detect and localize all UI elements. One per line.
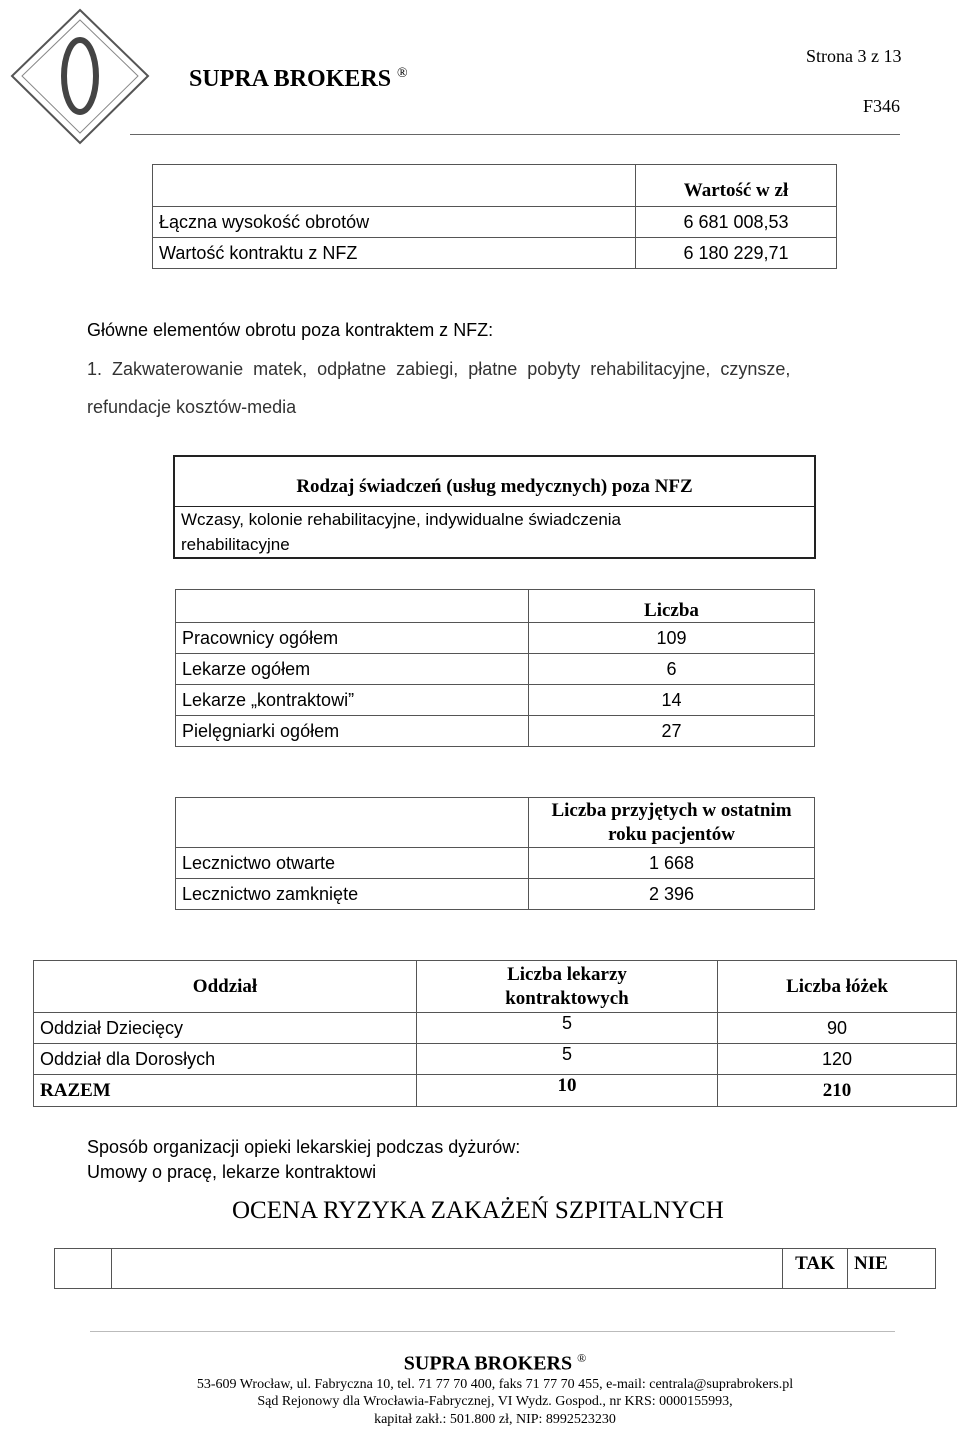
column-header: Oddział: [34, 961, 417, 1013]
row-label: Lecznictwo otwarte: [176, 848, 529, 879]
column-header: Wartość w zł: [636, 165, 837, 207]
footer-brand: [0, 1351, 960, 1376]
row-value: 5: [417, 1013, 718, 1044]
turnover-table: [152, 164, 837, 269]
header-brand: [189, 66, 408, 93]
elements-heading: Główne elementów obrotu poza kontraktem z NFZ:: [87, 320, 494, 340]
table-row: [153, 165, 837, 207]
table-row: [176, 590, 815, 623]
table-row: [176, 879, 815, 910]
row-label: Łączna wysokość obrotów: [153, 207, 636, 238]
row-value: 120: [718, 1044, 957, 1075]
staff-table: [175, 589, 815, 747]
row-value: 6 681 008,53: [636, 207, 837, 238]
column-header: Liczba: [529, 590, 815, 623]
admissions-table: [175, 797, 815, 910]
risk-title: OCENA RYZYKA ZAKAŻEŃ SZPITALNYCH: [232, 1197, 724, 1224]
table-row: [176, 848, 815, 879]
table-row: [153, 207, 837, 238]
table-row: [176, 798, 815, 848]
row-label: Pracownicy ogółem: [176, 623, 529, 654]
column-header: Liczba łóżek: [718, 961, 957, 1013]
services-content: Wczasy, kolonie rehabilitacyjne, indywidualne świadczenia rehabilitacyjne: [174, 506, 815, 558]
organization-content: Umowy o pracę, lekarze kontraktowi: [87, 1162, 377, 1182]
organization-heading: Sposób organizacji opieki lekarskiej podczas dyżurów:: [87, 1137, 521, 1157]
table-cell: [55, 1249, 112, 1289]
row-label: Lekarze „kontraktowi”: [176, 685, 529, 716]
departments-table: [33, 960, 957, 1107]
table-row: [34, 1013, 957, 1044]
footer-divider: [90, 1331, 895, 1332]
table-row: [176, 623, 815, 654]
table-row: [34, 1044, 957, 1075]
row-label: Lekarze ogółem: [176, 654, 529, 685]
header-divider: [130, 134, 900, 135]
header-registered-mark: ®: [397, 66, 408, 81]
row-value: 90: [718, 1013, 957, 1044]
total-value: 210: [718, 1075, 957, 1107]
footer-address: 53-609 Wrocław, ul. Fabryczna 10, tel. 71 77 70 400, faks 71 77 70 455, e-mail: centrala@suprabrokers.pl: [196, 1377, 794, 1392]
tak-header: TAK: [783, 1249, 848, 1289]
elements-item-line2: refundacje kosztów-media: [87, 397, 297, 417]
row-label: Lecznictwo zamknięte: [176, 879, 529, 910]
services-table: [173, 455, 816, 559]
table-row: [176, 654, 815, 685]
table-row: [153, 238, 837, 269]
table-row: [55, 1249, 936, 1289]
page-number: Strona 3 z 13: [806, 46, 902, 66]
row-value: 6: [529, 654, 815, 685]
table-row: [174, 456, 815, 506]
row-label: Pielęgniarki ogółem: [176, 716, 529, 747]
nie-header: NIE: [848, 1249, 936, 1289]
header-brand-text: SUPRA BROKERS: [189, 66, 392, 92]
row-value: 27: [529, 716, 815, 747]
total-value: 10: [417, 1075, 718, 1107]
row-value: 2 396: [529, 879, 815, 910]
table-row: [176, 716, 815, 747]
row-label: Oddział dla Dorosłych: [34, 1044, 417, 1075]
footer-registered-mark: ®: [577, 1351, 587, 1365]
table-row: [174, 506, 815, 558]
row-label: Oddział Dziecięcy: [34, 1013, 417, 1044]
row-label: Wartość kontraktu z NFZ: [153, 238, 636, 269]
table-row: [176, 685, 815, 716]
row-value: 109: [529, 623, 815, 654]
row-value: 14: [529, 685, 815, 716]
table-cell: [153, 165, 636, 207]
table-row: [34, 961, 957, 1013]
row-value: 1 668: [529, 848, 815, 879]
table-cell: [176, 590, 529, 623]
footer-brand-text: SUPRA BROKERS: [403, 1352, 573, 1375]
elements-item-line1: 1. Zakwaterowanie matek, odpłatne zabiegi, płatne pobyty rehabilitacyjne, czynsze,: [87, 359, 791, 379]
services-header: Rodzaj świadczeń (usług medycznych) poza NFZ: [174, 456, 815, 506]
table-row: [34, 1075, 957, 1107]
column-header: Liczba lekarzy kontraktowych: [417, 961, 718, 1013]
footer-capital: kapitał zakł.: 501.800 zł, NIP: 8992523230: [374, 1412, 616, 1427]
document-code: F346: [863, 96, 901, 116]
footer-court: Sąd Rejonowy dla Wrocławia-Fabrycznej, VI Wydz. Gospod., nr KRS: 0000155993,: [257, 1394, 733, 1409]
total-label: RAZEM: [34, 1075, 417, 1107]
company-logo: [0, 0, 170, 150]
risk-table: [54, 1248, 936, 1289]
row-value: 5: [417, 1044, 718, 1075]
table-cell: [176, 798, 529, 848]
table-cell: [112, 1249, 783, 1289]
row-value: 6 180 229,71: [636, 238, 837, 269]
column-header: Liczba przyjętych w ostatnim roku pacjentów: [529, 798, 815, 848]
